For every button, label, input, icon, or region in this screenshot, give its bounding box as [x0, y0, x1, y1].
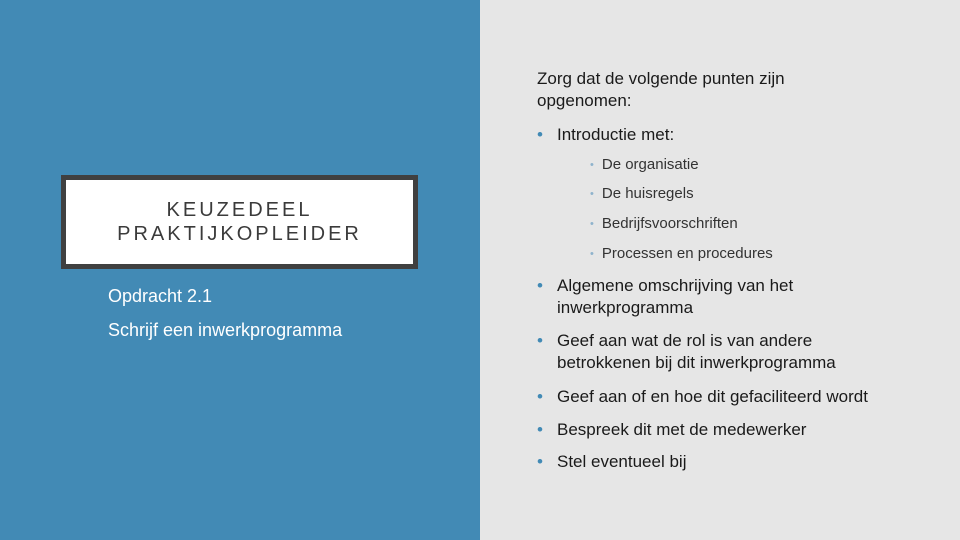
bullet-icon: •: [537, 387, 543, 406]
sub-list-item: [590, 244, 773, 265]
assignment-label: Opdracht 2.1: [108, 286, 213, 306]
task-label: Schrijf een inwerkprogramma: [108, 320, 343, 340]
intro-text: Zorg dat de volgende punten zijn opgenomen:: [537, 69, 785, 110]
bullet-icon: •: [537, 420, 543, 439]
bullet-icon: •: [537, 452, 543, 471]
list-item-text: Algemene omschrijving van het inwerkprogramma: [557, 276, 794, 317]
list-item: [537, 419, 927, 441]
list-item-text: Bespreek dit met de medewerker: [557, 420, 807, 439]
bullet-icon: •: [590, 218, 594, 230]
list-item: [537, 451, 927, 473]
list-item: [537, 386, 927, 408]
list-item-text: Stel eventueel bij: [557, 452, 687, 471]
bullet-icon: •: [590, 248, 594, 260]
sub-list-item: [590, 155, 699, 176]
list-item: [537, 275, 837, 319]
sub-list-item-text: Processen en procedures: [601, 245, 773, 262]
sub-list-item-text: Bedrijfsvoorschriften: [601, 215, 738, 232]
bullet-icon: •: [590, 159, 594, 171]
list-item: [537, 330, 887, 374]
list-item: [537, 124, 927, 146]
title-line-2: PRAKTIJKOPLEIDER: [117, 223, 362, 245]
bullet-icon: •: [537, 276, 543, 295]
sub-list-item: [590, 214, 738, 235]
list-item-text: Geef aan wat de rol is van andere betrokkenen bij dit inwerkprogramma: [557, 331, 836, 372]
title-line-1: KEUZEDEEL: [166, 199, 313, 221]
list-item-text: Geef aan of en hoe dit gefaciliteerd wordt: [557, 387, 868, 406]
bullet-icon: •: [590, 188, 594, 200]
list-item-text: Introductie met:: [557, 125, 675, 144]
sub-list-item-text: De huisregels: [601, 185, 694, 202]
sub-list-item-text: De organisatie: [601, 156, 699, 173]
bullet-icon: •: [537, 331, 543, 350]
bullet-icon: •: [537, 125, 543, 144]
sub-list-item: [590, 184, 694, 205]
